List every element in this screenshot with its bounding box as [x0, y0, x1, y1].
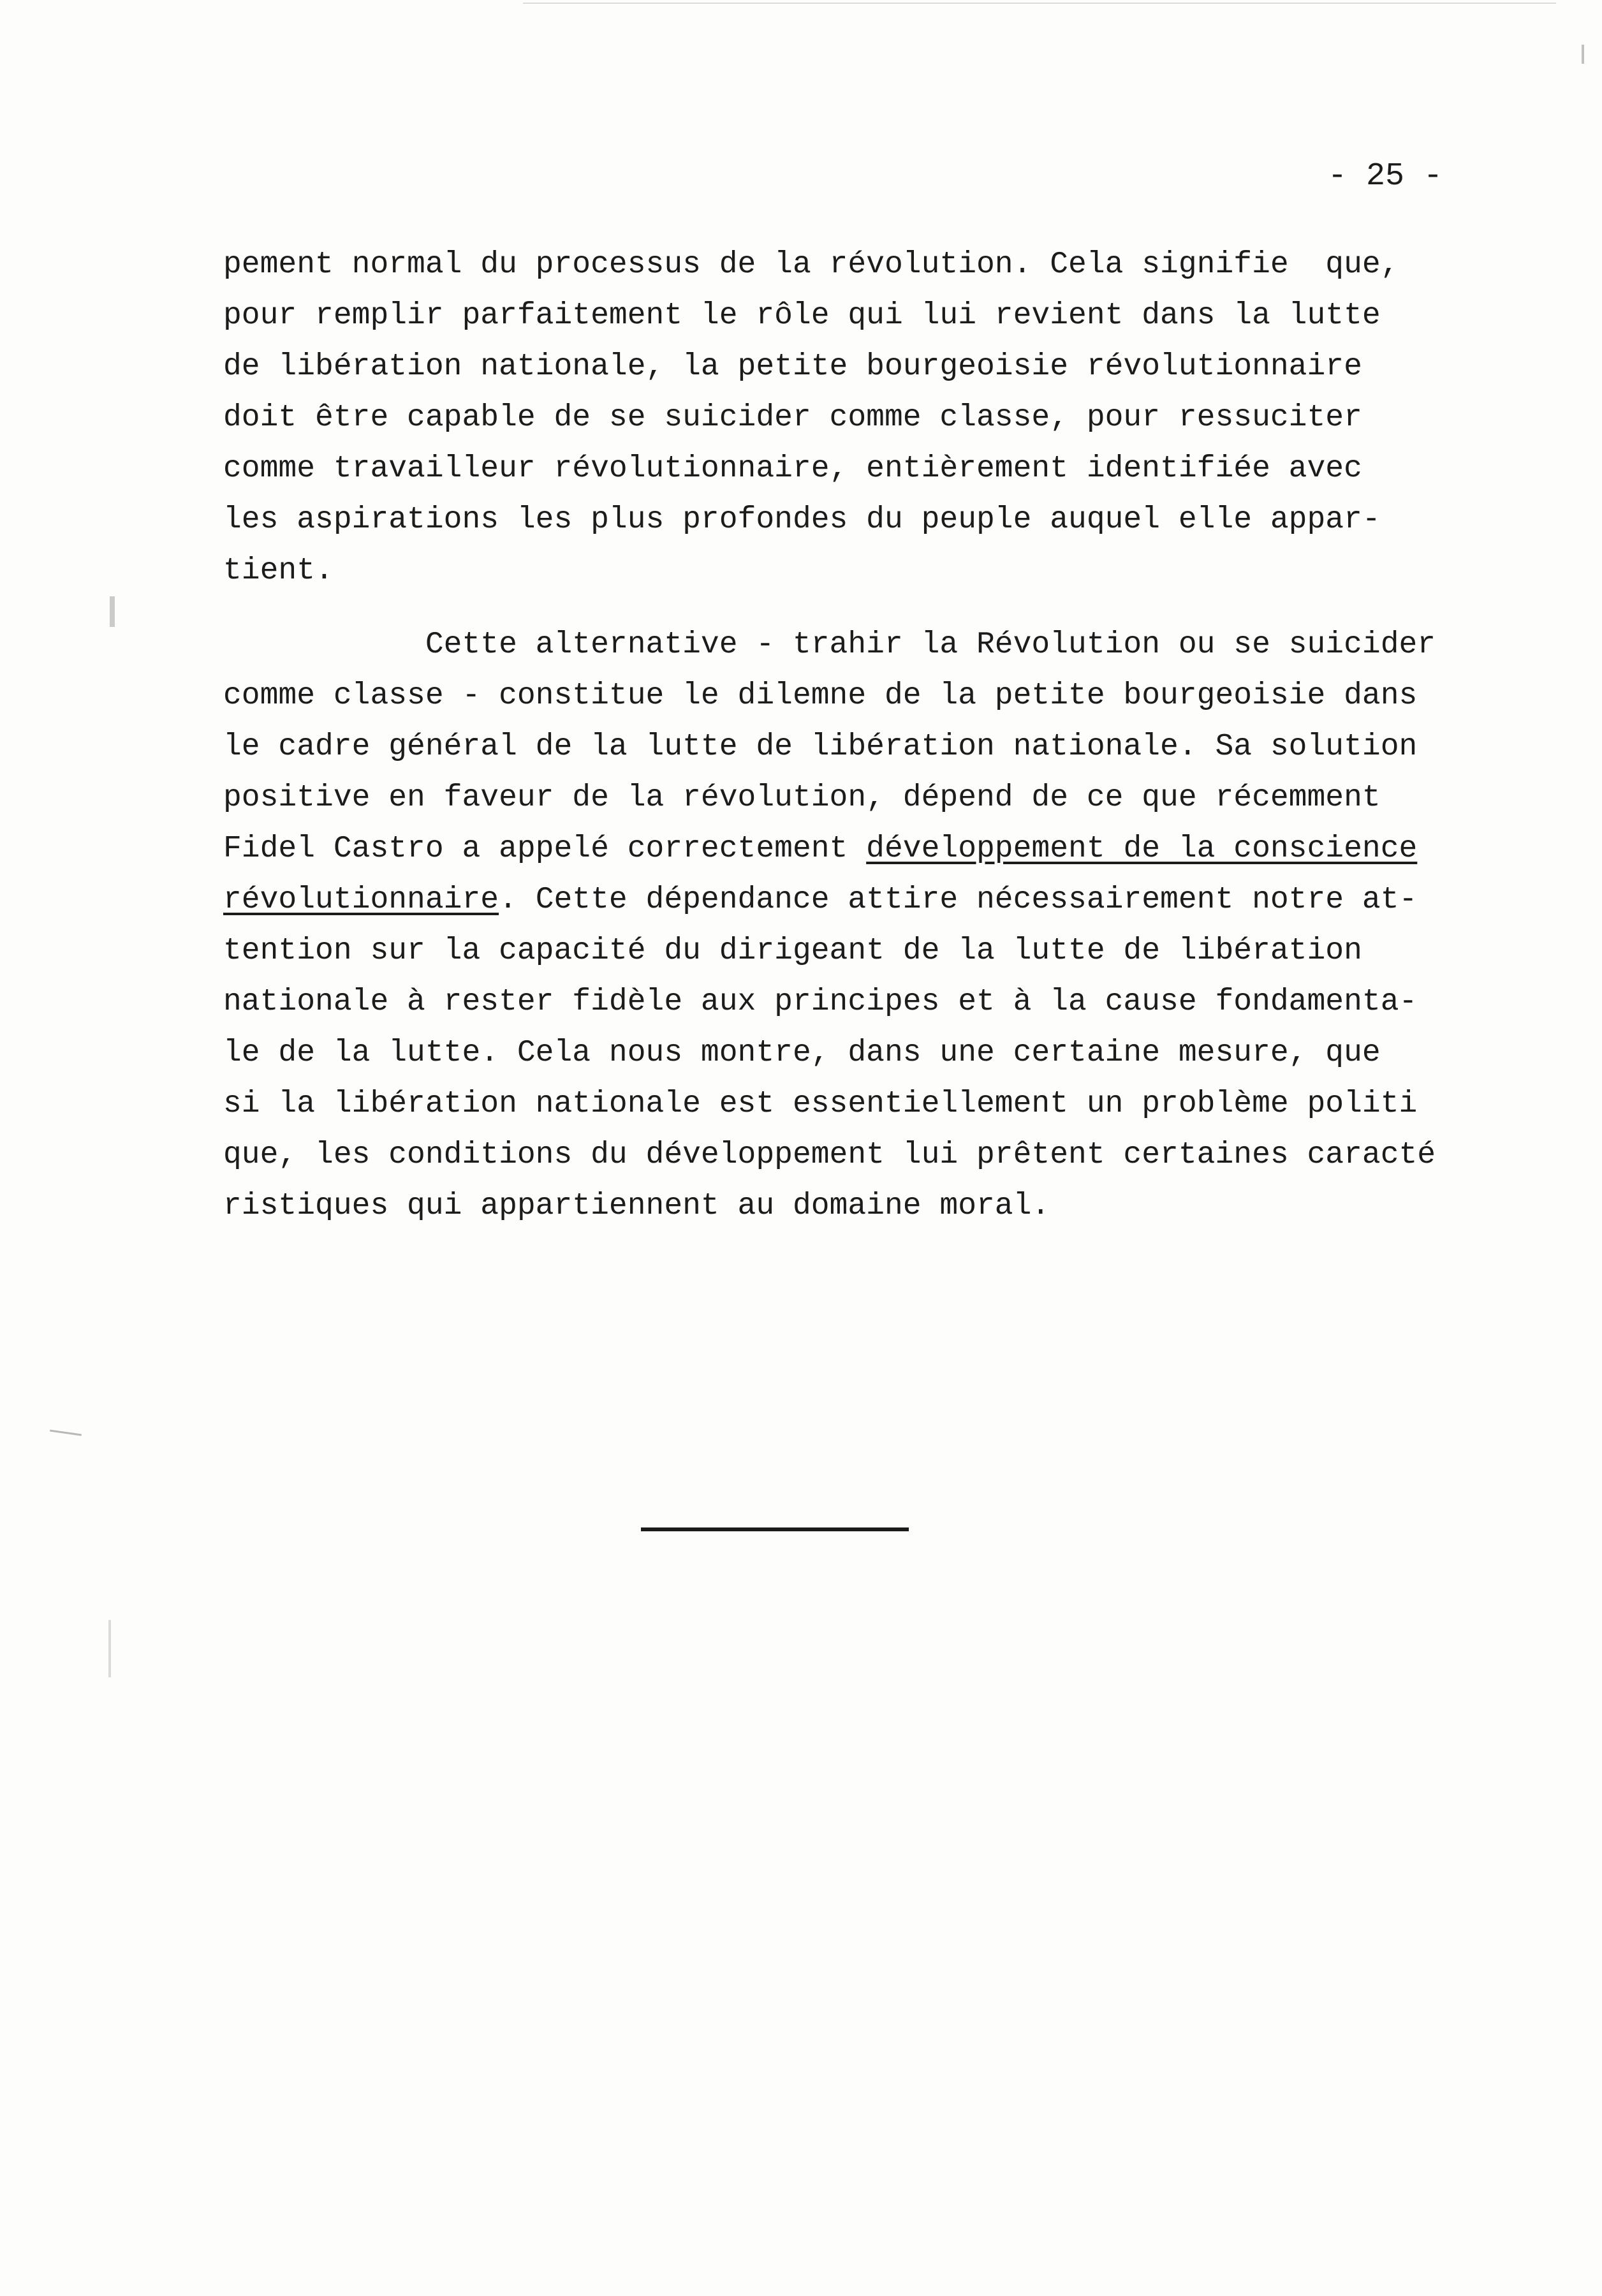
text-line: positive en faveur de la révolution, dépend de ce que récemment — [223, 781, 1381, 815]
text-line: comme classe - constitue le dilemne de la petite bourgeoisie dans — [223, 679, 1418, 713]
text-line: que, les conditions du développement lui prêtent certaines caracté — [223, 1138, 1436, 1172]
text-line: le cadre général de la lutte de libération nationale. Sa solution — [223, 730, 1418, 764]
text-line: le de la lutte. Cela nous montre, dans une certaine mesure, que — [223, 1036, 1381, 1070]
text-line: comme travailleur révolutionnaire, entièrement identifiée avec — [223, 452, 1362, 486]
text-line-with-underline — [223, 823, 1467, 874]
text-segment: Fidel Castro a appelé correctement — [223, 832, 867, 866]
page-number: - 25 - — [1328, 158, 1443, 195]
text-line: les aspirations les plus profondes du peuple auquel elle appar- — [223, 503, 1381, 537]
text-line: tention sur la capacité du dirigeant de la lutte de libération — [223, 934, 1362, 968]
scan-mark-left-2 — [50, 1430, 82, 1436]
underlined-phrase: développement de la conscience — [866, 832, 1418, 866]
text-line: tient. — [223, 554, 334, 588]
text-line-with-underline — [223, 874, 1467, 925]
end-rule — [641, 1527, 909, 1531]
text-line: Cette alternative - trahir la Révolution ou se suicider — [223, 628, 1436, 662]
text-line: ristiques qui appartiennent au domaine moral. — [223, 1189, 1050, 1223]
text-line: doit être capable de se suicider comme classe, pour ressuciter — [223, 401, 1362, 435]
text-line: de libération nationale, la petite bourgeoisie révolutionnaire — [223, 350, 1362, 384]
text-segment: . Cette dépendance attire nécessairement notre at- — [499, 883, 1418, 917]
paragraph-2 — [223, 619, 1467, 1232]
text-line: pement normal du processus de la révolution. Cela signifie que, — [223, 247, 1399, 282]
scan-mark-right — [1582, 45, 1584, 64]
scan-mark-top — [523, 3, 1556, 4]
text-line: si la libération nationale est essentiellement un problème politi — [223, 1087, 1418, 1121]
scan-mark-left-1 — [110, 596, 115, 627]
text-line: nationale à rester fidèle aux principes et à la cause fondamenta- — [223, 985, 1418, 1019]
scan-mark-left-3 — [108, 1620, 111, 1677]
paragraph-1 — [223, 239, 1467, 596]
underlined-phrase: révolutionnaire — [223, 883, 499, 917]
text-line: pour remplir parfaitement le rôle qui lui revient dans la lutte — [223, 298, 1381, 333]
